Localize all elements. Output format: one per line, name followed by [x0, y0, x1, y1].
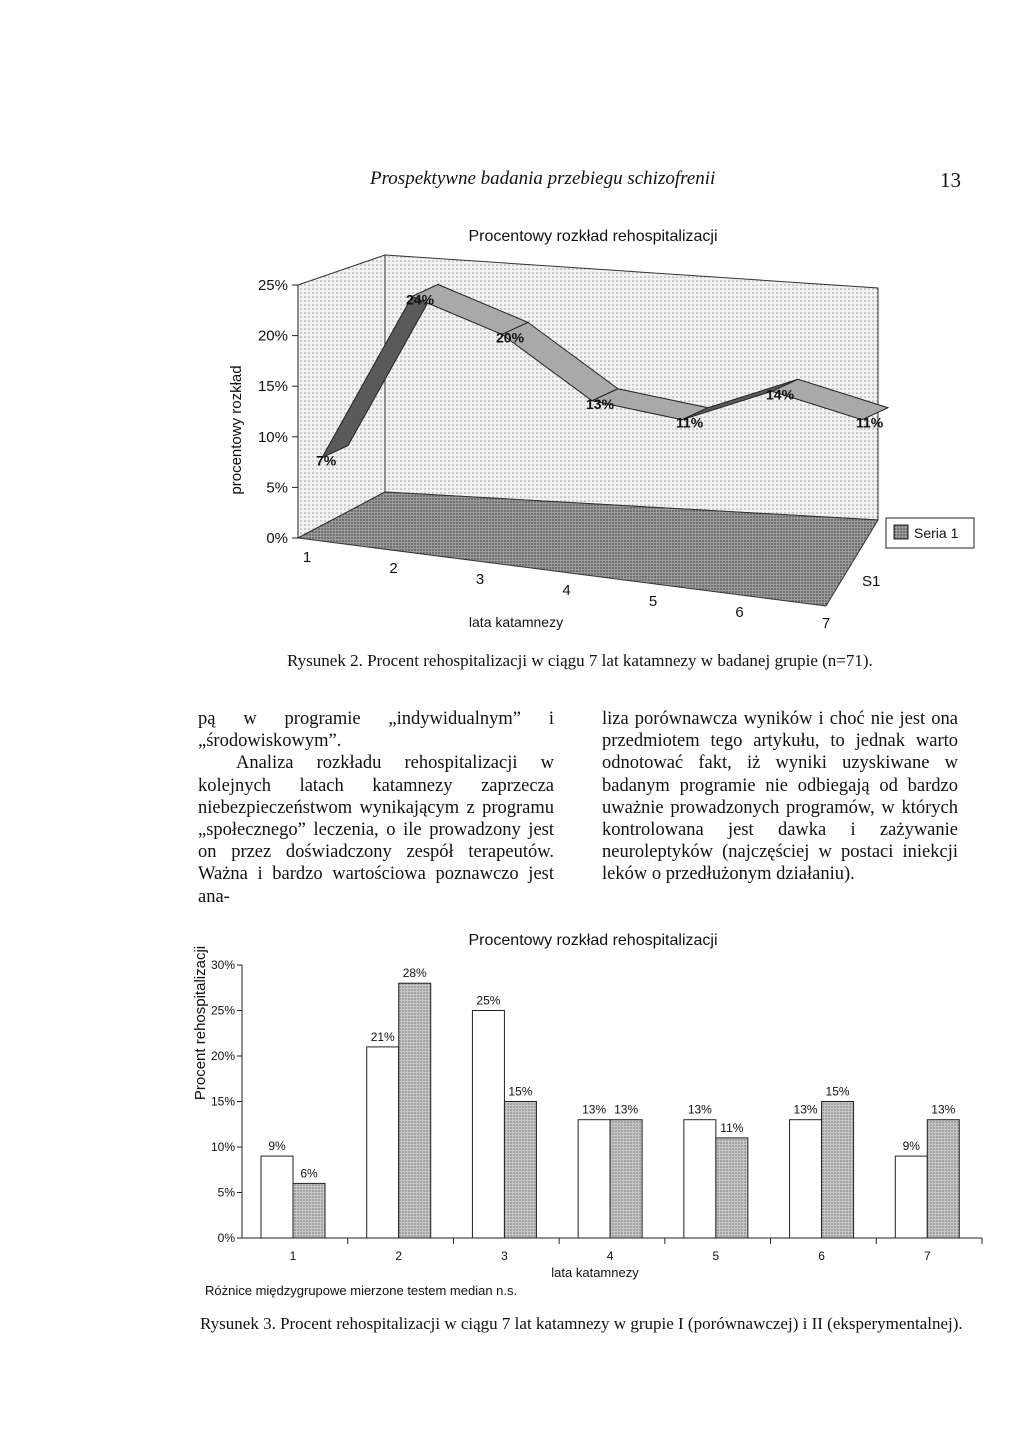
- chart1-xtick-label: 6: [735, 604, 744, 621]
- legend-swatch: [894, 525, 908, 539]
- chart1-ylabel: procentowy rozkład: [228, 365, 245, 495]
- chart2-bar: [367, 1047, 399, 1238]
- chart2-bar: [472, 1011, 504, 1239]
- running-title: Prospektywne badania przebiegu schizofrenii: [370, 168, 716, 189]
- chart2-bar: [261, 1156, 293, 1238]
- legend-label: Seria 1: [914, 525, 959, 541]
- chart2-ytick-label: 10%: [210, 1140, 235, 1154]
- chart2-data-label: 21%: [370, 1029, 395, 1044]
- figure3-chart: [0, 920, 1024, 1310]
- chart2-xtick-label: 7: [923, 1249, 931, 1263]
- chart2-bar: [927, 1120, 959, 1238]
- chart2-xlabel: lata katamnezy: [551, 1265, 639, 1280]
- chart2-xtick-label: 3: [501, 1249, 508, 1263]
- chart2-xtick-label: 4: [606, 1249, 614, 1263]
- chart2-data-label: 15%: [825, 1084, 850, 1099]
- page-number: 13: [940, 168, 961, 192]
- chart1-data-label: 24%: [406, 291, 435, 308]
- chart2-data-label: 6%: [300, 1166, 318, 1181]
- chart1-data-label: 11%: [856, 414, 884, 431]
- chart2-data-label: 28%: [402, 966, 427, 981]
- figure3-caption: Rysunek 3. Procent rehospitalizacji w ciągu 7 lat katamnezy w grupie I (porównawczej) i II (eksperymentalnej).: [200, 1314, 963, 1333]
- chart2-xtick-label: 1: [289, 1249, 297, 1263]
- paragraph: Analiza rozkładu rehospitalizacji w kolejnych latach katamnezy zaprzecza niebezpieczeństwom wynikającym z programu „społecznego” leczenia, o ile prowadzony jest on przez doświadczony zespół terapeutów. Ważna i bardzo wartościowa poznawczo jest ana-: [198, 753, 554, 907]
- figure2-chart: [0, 0, 1024, 680]
- chart2-bar: [822, 1102, 854, 1239]
- chart2-ytick-label: 5%: [217, 1185, 235, 1200]
- chart2-title: Procentowy rozkład rehospitalizacji: [468, 932, 718, 949]
- chart1-ytick-label: 10%: [257, 428, 288, 446]
- chart2-ytick-label: 30%: [210, 958, 235, 972]
- chart2-bar: [790, 1120, 822, 1238]
- chart2-data-label: 13%: [582, 1102, 607, 1117]
- chart1-data-label: 7%: [316, 452, 337, 469]
- chart1-data-label: 20%: [496, 329, 525, 346]
- chart2-data-label: 11%: [720, 1120, 744, 1135]
- chart1-xtick-label: 2: [389, 560, 398, 577]
- chart2-ytick-label: 25%: [210, 1003, 235, 1018]
- chart2-data-label: 13%: [687, 1102, 712, 1117]
- chart1-ytick-label: 25%: [257, 277, 288, 294]
- chart2-ytick-label: 0%: [217, 1231, 235, 1245]
- figure2-caption: Rysunek 2. Procent rehospitalizacji w ciągu 7 lat katamnezy w badanej grupie (n=71).: [287, 651, 873, 670]
- chart2-data-label: 13%: [931, 1102, 956, 1117]
- body-right-column: [602, 708, 958, 886]
- chart2-ytick-label: 15%: [210, 1094, 235, 1109]
- chart2-data-label: 9%: [902, 1139, 920, 1154]
- chart1-depth-label: S1: [862, 573, 881, 590]
- chart2-xtick-label: 5: [712, 1249, 720, 1263]
- chart1-xtick-label: 7: [821, 615, 831, 632]
- chart1-ytick-label: 0%: [266, 530, 288, 547]
- chart2-ytick-label: 20%: [210, 1049, 235, 1063]
- chart1-data-label: 11%: [676, 414, 704, 431]
- body-left-column: [198, 708, 554, 908]
- chart2-data-label: 9%: [268, 1139, 286, 1154]
- chart2-data-label: 13%: [614, 1102, 639, 1117]
- chart2-bar: [610, 1120, 642, 1238]
- chart2-xtick-label: 6: [818, 1249, 825, 1263]
- chart2-ylabel: Procent rehospitalizacji: [192, 945, 209, 1101]
- chart1-data-label: 13%: [586, 395, 615, 412]
- chart2-bar: [399, 983, 431, 1238]
- chart2-bar: [293, 1183, 325, 1238]
- chart1-xtick-label: 4: [562, 582, 571, 599]
- chart1-legend: [886, 518, 974, 548]
- chart1-title: Procentowy rozkład rehospitalizacji: [468, 228, 718, 245]
- chart2-data-label: 25%: [476, 993, 501, 1008]
- chart1-ytick-label: 15%: [257, 378, 288, 396]
- chart1-xlabel: lata katamnezy: [468, 614, 564, 630]
- paragraph: pą w programie „indywidualnym” i „środowiskowym”.: [198, 709, 554, 752]
- chart1-data-label: 14%: [766, 386, 795, 403]
- chart2-xtick-label: 2: [395, 1249, 403, 1263]
- chart1-ytick-label: 5%: [266, 479, 288, 497]
- chart2-bar: [504, 1102, 536, 1239]
- paragraph: liza porównawcza wyników i choć nie jest ona przedmiotem tego artykułu, to jednak warto odnotować fakt, iż wyniki uzyskiwane w badanym programie nie odbiegają od bardzo uważnie prowadzonych programów, w których kontrolowana jest dawka i zażywanie neuroleptyków (najczęściej w postaci iniekcji leków o przedłużonym działaniu).: [602, 709, 958, 885]
- chart2-data-label: 13%: [793, 1102, 818, 1117]
- chart1-ytick-label: 20%: [257, 327, 288, 345]
- chart1-xtick-label: 5: [648, 593, 658, 610]
- chart2-bar: [578, 1120, 610, 1238]
- chart2-data-label: 15%: [508, 1084, 533, 1099]
- chart2-bar: [684, 1120, 716, 1238]
- chart2-bar: [895, 1156, 927, 1238]
- chart1-xtick-label: 3: [475, 571, 485, 588]
- chart1-xtick-label: 1: [302, 549, 312, 566]
- chart2-note: Różnice międzygrupowe mierzone testem median n.s.: [205, 1283, 518, 1298]
- chart2-bar: [716, 1138, 748, 1238]
